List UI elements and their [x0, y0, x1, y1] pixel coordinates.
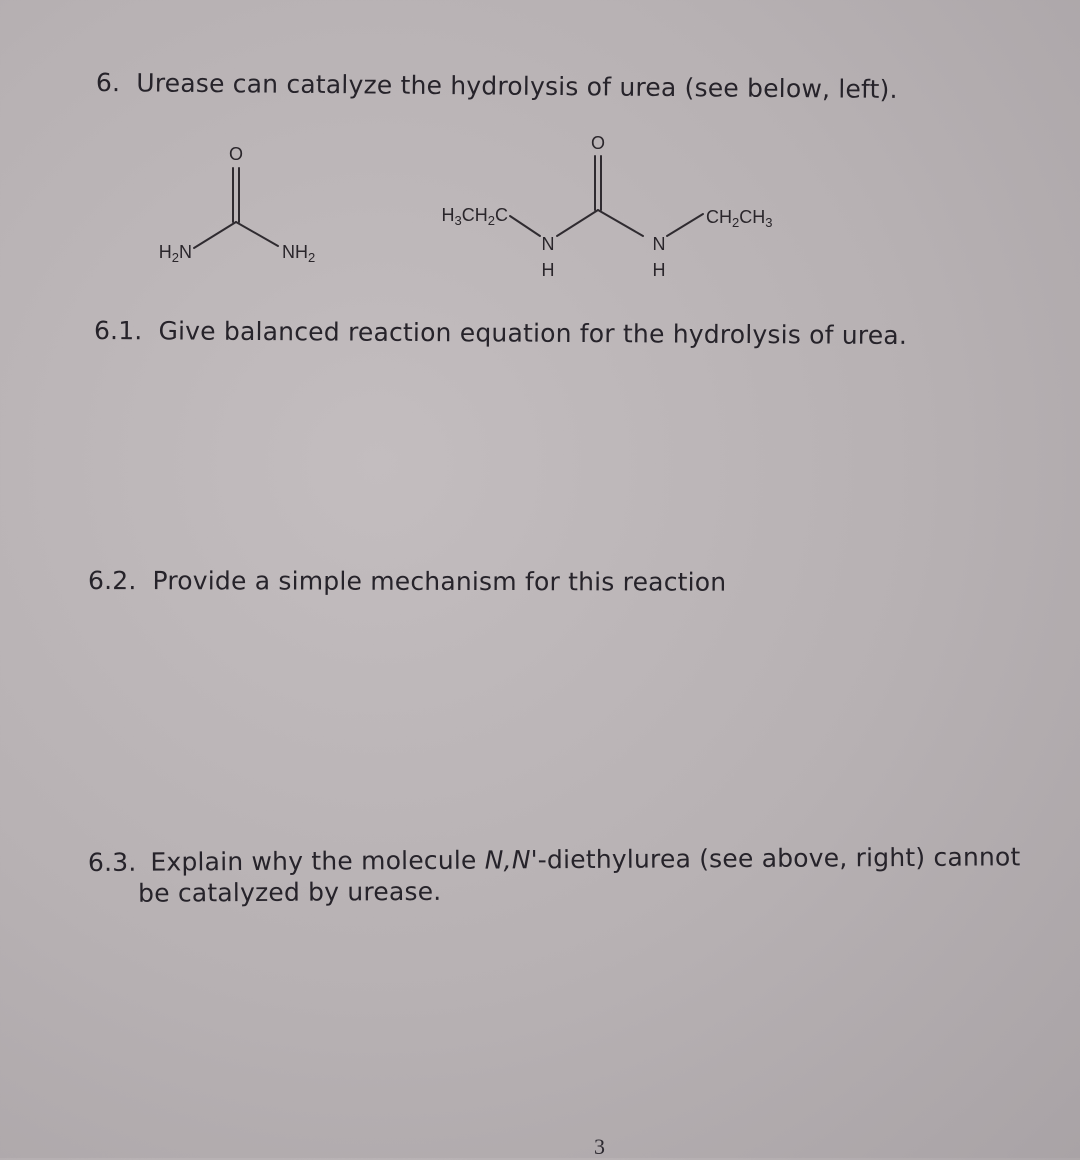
question-text: Provide a simple mechanism for this reaction [152, 566, 727, 597]
question-text: Urease can catalyze the hydrolysis of urea (see below, left). [136, 68, 898, 104]
diethylurea-right-hydrogen-label: H [652, 260, 666, 280]
urea-left-amine-label: H2N [158, 242, 192, 265]
diethylurea-bond-ethyl-left [510, 216, 540, 236]
diethylurea-right-ethyl-label: CH2CH3 [706, 207, 773, 230]
diethylurea-right-nitrogen-label: N [652, 234, 666, 254]
urea-right-amine-label: NH2 [282, 242, 316, 265]
page-number: 3 [594, 1134, 605, 1159]
diethylurea-left-hydrogen-label: H [541, 260, 555, 280]
question-6-2 [88, 566, 726, 597]
question-6-3 [88, 842, 1021, 908]
question-text: Give balanced reaction equation for the hydrolysis of urea. [158, 316, 908, 350]
chemical-structures [0, 0, 1080, 320]
urea-bond-right [236, 222, 278, 246]
diethylurea-bond-ethyl-right [667, 214, 703, 236]
question-number: 6.3. [87, 847, 137, 877]
diethylurea-carbonyl-bond [595, 156, 601, 210]
diethylurea-left-ethyl-label: H3CH2C [441, 205, 508, 228]
question-text-line-2: be catalyzed by urease. [138, 876, 442, 908]
question-6-1 [94, 316, 907, 350]
diethylurea-bond-cn-right [598, 210, 643, 236]
question-number: 6.2. [87, 566, 137, 596]
question-text-start: Explain why the molecule [150, 845, 485, 877]
diethylurea-oxygen-label: O [590, 133, 606, 153]
molecule-name-italic: N,N' [484, 845, 538, 875]
diethylurea-left-nitrogen-label: N [541, 234, 555, 254]
question-text-end: -diethylurea (see above, right) cannot [537, 842, 1021, 875]
urea-carbonyl-bond [233, 168, 239, 222]
question-number: 6. [95, 68, 121, 98]
urea-oxygen-label: O [228, 144, 244, 164]
question-number: 6.1. [93, 316, 143, 346]
diethylurea-bond-nc-left [557, 210, 598, 236]
urea-bond-left [194, 222, 236, 248]
